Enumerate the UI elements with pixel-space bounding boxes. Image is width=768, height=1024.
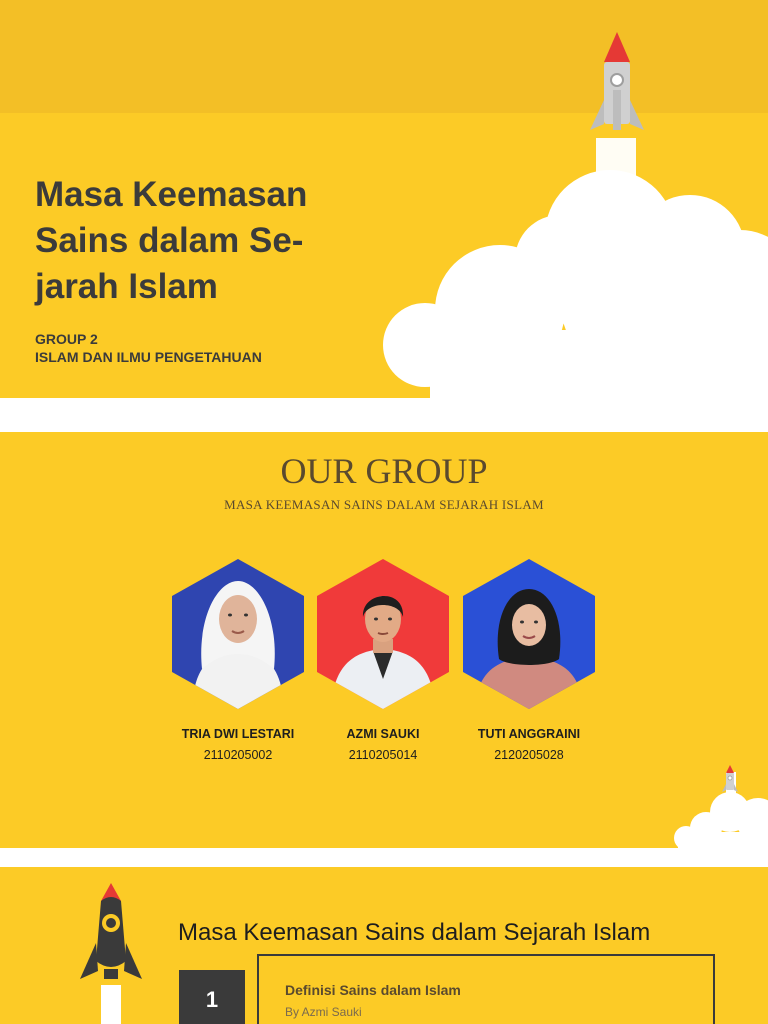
- member-name: AZMI SAUKI: [346, 727, 420, 741]
- member-photo: [317, 559, 449, 709]
- course-label: ISLAM DAN ILMU PENGETAHUAN: [35, 349, 262, 365]
- member-photo: [172, 559, 304, 709]
- member-photo: [463, 559, 595, 709]
- member-card: [158, 559, 318, 762]
- our-group-slide: [0, 432, 768, 848]
- content-slide: [0, 867, 768, 1024]
- member-name: TRIA DWI LESTARI: [181, 727, 295, 741]
- dark-rocket-icon: [76, 881, 146, 1024]
- step-number-badge: 1: [179, 970, 245, 1024]
- member-card: [449, 559, 609, 762]
- member-id: 2110205002: [203, 748, 273, 762]
- section-title: OUR GROUP: [280, 451, 488, 491]
- member-id: 2120205028: [494, 748, 564, 762]
- small-rocket-icon: [720, 764, 740, 804]
- group-label: GROUP 2: [35, 331, 98, 347]
- content-title: Masa Keemasan Sains dalam Sejarah Islam: [178, 919, 651, 946]
- definition-title: Definisi Sains dalam Islam: [285, 982, 461, 998]
- title-slide: [0, 0, 768, 398]
- small-cloud-illustration: [668, 732, 768, 848]
- page-title: Masa Keemasan Sains dalam Se-jarah Islam: [35, 175, 308, 306]
- subtitle: [35, 330, 262, 366]
- definition-author: By Azmi Sauki: [285, 1005, 362, 1019]
- definition-card[interactable]: [257, 954, 715, 1024]
- section-subtitle: MASA KEEMASAN SAINS DALAM SEJARAH ISLAM: [224, 497, 544, 512]
- member-id: 2110205014: [348, 748, 418, 762]
- member-card: [303, 559, 463, 762]
- member-name: TUTI ANGGRAINI: [477, 727, 581, 741]
- rocket-icon: [582, 30, 652, 150]
